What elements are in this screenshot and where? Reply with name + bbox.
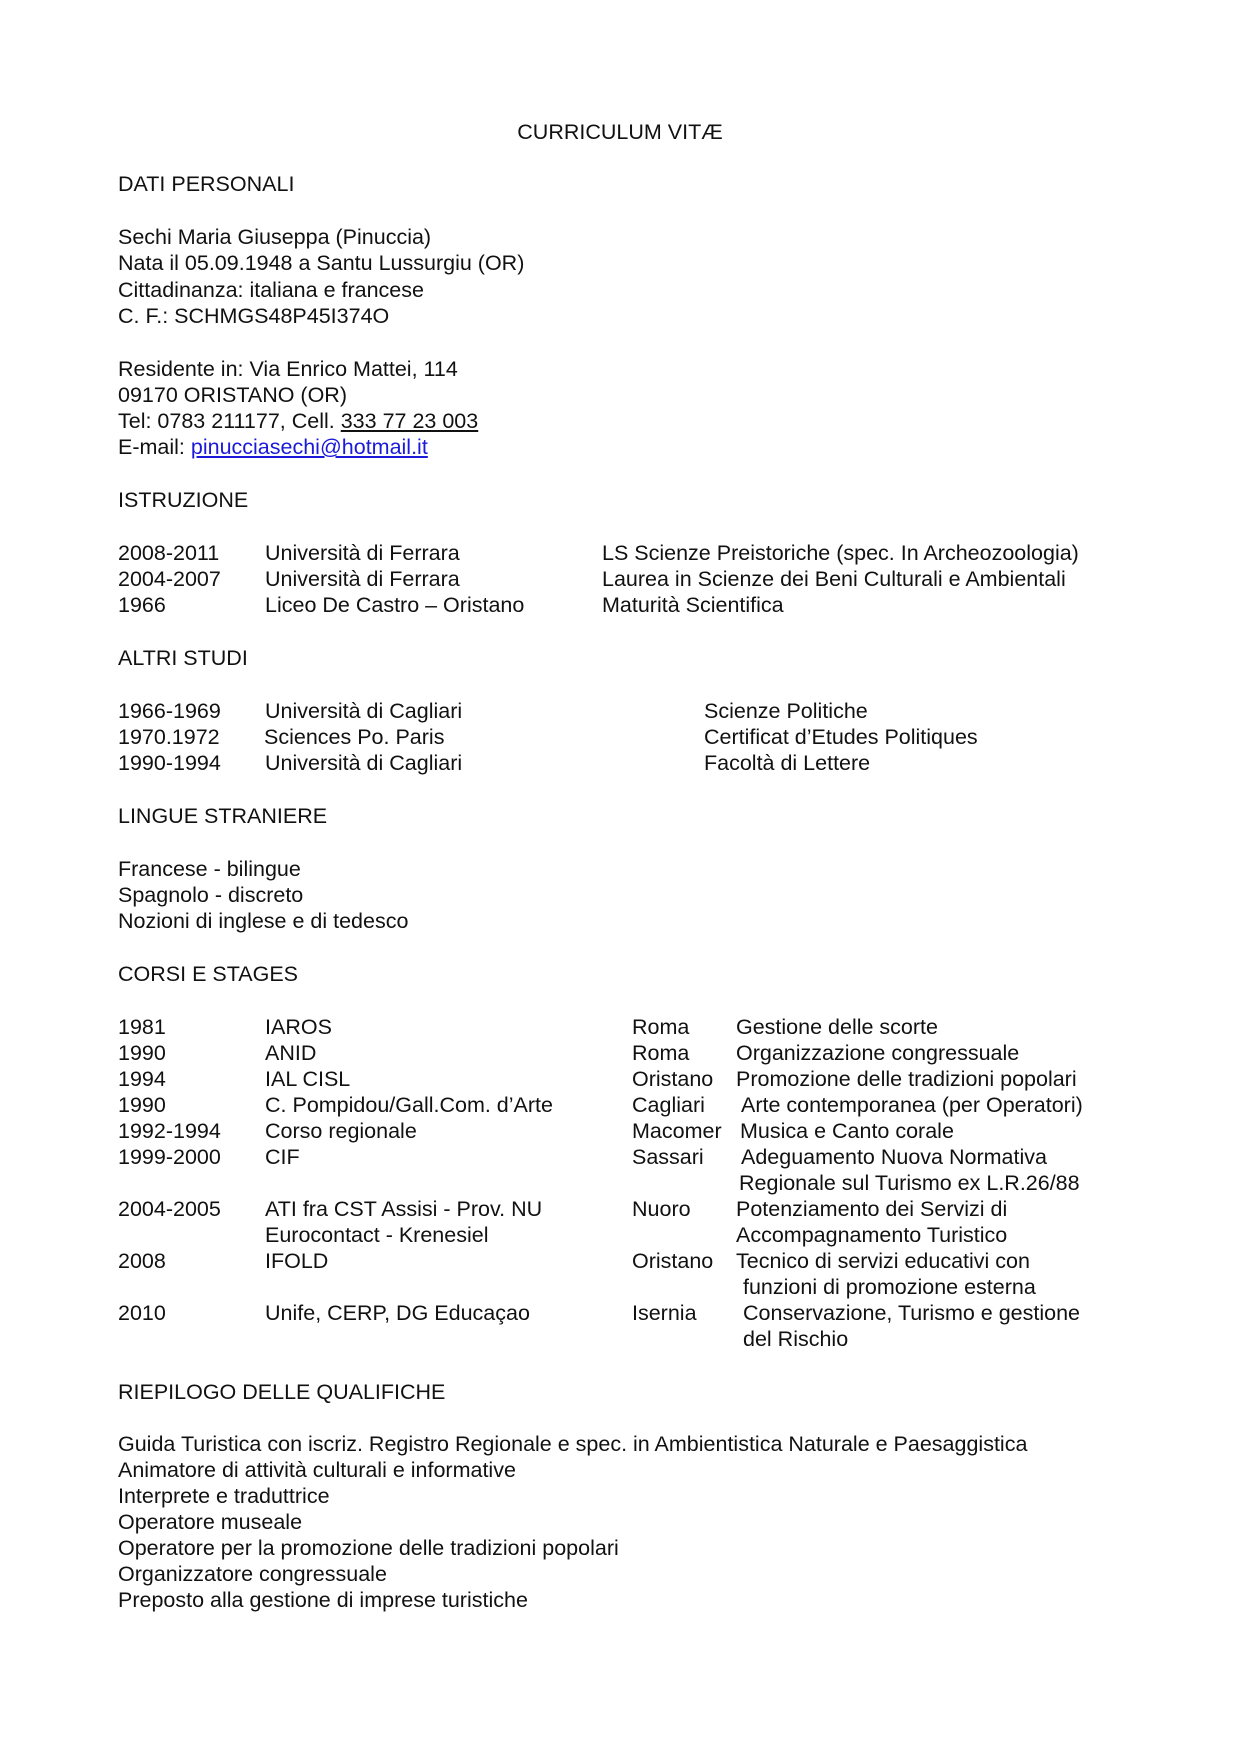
education-institution: Liceo De Castro – Oristano (265, 593, 525, 617)
course-org: CIF (265, 1145, 300, 1169)
education-institution: Università di Ferrara (265, 567, 460, 591)
course-topic: Promozione delle tradizioni popolari (736, 1067, 1077, 1091)
education-degree: Maturità Scientifica (602, 593, 784, 617)
course-place: Macomer (632, 1119, 722, 1143)
personal-citizenship: Cittadinanza: italiana e francese (118, 278, 424, 302)
other-studies-years: 1970.1972 (118, 725, 220, 749)
course-topic-continued: Accompagnamento Turistico (736, 1223, 1008, 1247)
course-org: Corso regionale (265, 1119, 417, 1143)
qualification-item: Animatore di attività culturali e informative (118, 1458, 516, 1482)
course-place: Roma (632, 1041, 690, 1065)
course-year: 2010 (118, 1301, 166, 1325)
course-org: ANID (265, 1041, 317, 1065)
course-year: 2008 (118, 1249, 166, 1273)
other-studies-years: 1966-1969 (118, 699, 221, 723)
course-topic: Adeguamento Nuova Normativa (741, 1145, 1047, 1169)
course-place: Oristano (632, 1067, 714, 1091)
language-item: Nozioni di inglese e di tedesco (118, 909, 409, 933)
other-studies-field: Facoltà di Lettere (704, 751, 871, 775)
personal-email-line (118, 437, 428, 459)
qualification-item: Operatore museale (118, 1510, 303, 1534)
course-place: Sassari (632, 1145, 704, 1169)
personal-address-line2: 09170 ORISTANO (OR) (118, 383, 347, 407)
course-topic-continued: Regionale sul Turismo ex L.R.26/88 (739, 1171, 1080, 1195)
course-org: IFOLD (265, 1249, 329, 1273)
course-org: Unife, CERP, DG Educaçao (265, 1301, 530, 1325)
other-studies-field: Certificat d’Etudes Politiques (704, 725, 978, 749)
education-years: 2008-2011 (118, 541, 220, 565)
course-year: 1999-2000 (118, 1145, 221, 1169)
qualification-item: Organizzatore congressuale (118, 1562, 387, 1586)
qualification-item: Interprete e traduttrice (118, 1484, 330, 1508)
course-topic: Conservazione, Turismo e gestione (743, 1301, 1081, 1325)
course-org: IAL CISL (265, 1067, 351, 1091)
other-studies-field: Scienze Politiche (704, 699, 868, 723)
qualification-item: Guida Turistica con iscriz. Registro Regionale e spec. in Ambientistica Naturale e Paesaggistica (118, 1432, 1028, 1456)
education-degree: LS Scienze Preistoriche (spec. In Archeozoologia) (602, 541, 1079, 565)
course-place: Oristano (632, 1249, 714, 1273)
course-org: IAROS (265, 1015, 332, 1039)
course-org-continued: Eurocontact - Krenesiel (265, 1223, 489, 1247)
qualification-item: Operatore per la promozione delle tradizioni popolari (118, 1536, 619, 1560)
course-year: 1992-1994 (118, 1119, 221, 1143)
education-years: 1966 (118, 593, 166, 617)
document-title: CURRICULUM VITÆ (517, 120, 723, 144)
course-place: Nuoro (632, 1197, 691, 1221)
course-place: Cagliari (632, 1093, 705, 1117)
personal-name: Sechi Maria Giuseppa (Pinuccia) (118, 225, 432, 249)
course-topic-continued: del Rischio (743, 1327, 849, 1351)
course-year: 1994 (118, 1067, 166, 1091)
course-year: 1990 (118, 1041, 166, 1065)
qualification-item: Preposto alla gestione di imprese turistiche (118, 1588, 528, 1612)
course-topic: Potenziamento dei Servizi di (736, 1197, 1008, 1221)
qualifications-heading: RIEPILOGO DELLE QUALIFICHE (118, 1380, 446, 1404)
course-year: 1981 (118, 1015, 166, 1039)
phone-text: Tel: 0783 211177, Cell. (118, 409, 341, 433)
personal-fiscal-code: C. F.: SCHMGS48P45I374O (118, 304, 390, 328)
email-link[interactable]: pinucciasechi@hotmail.it (190, 435, 428, 459)
personal-birth: Nata il 05.09.1948 a Santu Lussurgiu (OR) (118, 251, 525, 275)
other-studies-institution: Università di Cagliari (265, 751, 463, 775)
personal-phone-line (118, 411, 478, 433)
other-studies-institution: Università di Cagliari (265, 699, 463, 723)
course-year: 2004-2005 (118, 1197, 221, 1221)
course-topic-continued: funzioni di promozione esterna (743, 1275, 1036, 1299)
other-studies-heading: ALTRI STUDI (118, 646, 248, 670)
cell-number: 333 77 23 003 (340, 409, 479, 433)
personal-address-line1: Residente in: Via Enrico Mattei, 114 (118, 357, 458, 381)
education-heading: ISTRUZIONE (118, 488, 249, 512)
education-years: 2004-2007 (118, 567, 221, 591)
course-place: Isernia (632, 1301, 697, 1325)
language-item: Spagnolo - discreto (118, 883, 304, 907)
course-org: C. Pompidou/Gall.Com. d’Arte (265, 1093, 553, 1117)
email-label: E-mail: (118, 435, 191, 459)
course-place: Roma (632, 1015, 690, 1039)
course-topic: Arte contemporanea (per Operatori) (741, 1093, 1083, 1117)
education-institution: Università di Ferrara (265, 541, 460, 565)
course-org: ATI fra CST Assisi - Prov. NU (265, 1197, 543, 1221)
course-topic: Gestione delle scorte (736, 1015, 938, 1039)
languages-heading: LINGUE STRANIERE (118, 804, 328, 828)
course-year: 1990 (118, 1093, 166, 1117)
other-studies-years: 1990-1994 (118, 751, 221, 775)
personal-heading: DATI PERSONALI (118, 172, 295, 196)
language-item: Francese - bilingue (118, 857, 301, 881)
course-topic: Organizzazione congressuale (736, 1041, 1020, 1065)
education-degree: Laurea in Scienze dei Beni Culturali e Ambientali (602, 567, 1066, 591)
course-topic: Tecnico di servizi educativi con (736, 1249, 1030, 1273)
courses-heading: CORSI E STAGES (118, 962, 298, 986)
other-studies-institution: Sciences Po. Paris (264, 725, 445, 749)
course-topic: Musica e Canto corale (740, 1119, 954, 1143)
